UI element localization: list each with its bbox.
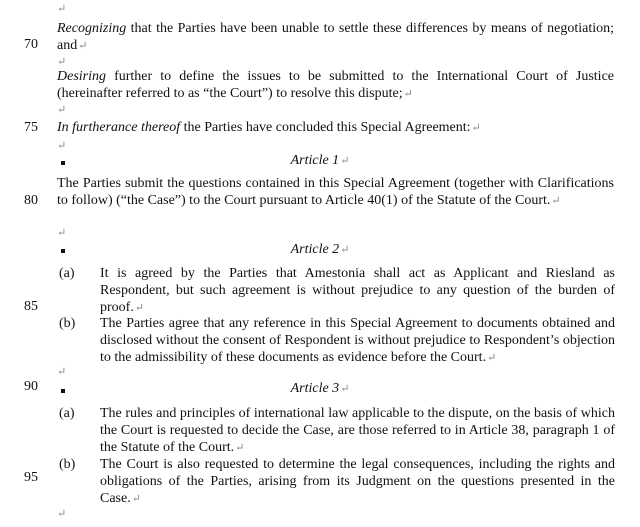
item-label: (a) (59, 406, 75, 421)
paragraph-lead: Desiring (57, 69, 106, 84)
paragraph-mark-icon: ↵ (57, 140, 67, 152)
paragraph-mark-icon: ↵ (403, 88, 413, 100)
paragraph-mark-icon: ↵ (78, 40, 88, 52)
paragraph-furtherance (57, 119, 614, 137)
article-heading: Article 2↵ (290, 242, 350, 257)
paragraph-lead: In furtherance thereof (57, 120, 181, 135)
paragraph-lead: Recognizing (57, 21, 127, 36)
article-3-item-b: The Court is also requested to determine the legal consequences, including the rights and obligations of the Parties, arising from its Judgment on the questions presented in the Case.↵ (100, 457, 615, 506)
article-2-item-b: The Parties agree that any reference in this Special Agreement to documents obtained and disclosed without the consent of Respondent is without prejudice to Respondent’s objection to the admissibility of these documents as evidence before the Court.↵ (100, 316, 615, 365)
paragraph-mark-icon: ↵ (57, 227, 67, 239)
paragraph-text: further to define the issues to be submitted to the International Court of Justice (hereinafter referred to as “the Court”) to resolve this dispute; (57, 69, 614, 101)
paragraph-text: that the Parties have been unable to settle these differences by means of negotiation; and (57, 21, 614, 53)
line-number: 95 (24, 470, 38, 485)
article-3-item-a: The rules and principles of international law applicable to the dispute, on the basis of which the Court is requested to decide the Case, are those referred to in Article 38, paragraph 1 of the Statute of the Court.↵ (100, 406, 615, 455)
paragraph-mark-icon: ↵ (57, 104, 67, 116)
paragraph-recognizing (57, 20, 614, 55)
item-label: (b) (59, 457, 76, 472)
item-label: (b) (59, 316, 76, 331)
article-heading: Article 3↵ (290, 381, 350, 396)
article-1-text: The Parties submit the questions contained in this Special Agreement (together with Clarifications to follow) (“the Case”) to the Court pursuant to Article 40(1) of the Statute of the Court.↵ (57, 176, 614, 208)
line-number: 75 (24, 120, 38, 135)
line-number: 80 (24, 193, 38, 208)
paragraph-mark-icon: ↵ (57, 366, 67, 378)
paragraph-text: the Parties have concluded this Special Agreement: (180, 120, 471, 135)
paragraph-mark-icon: ↵ (57, 508, 67, 520)
paragraph-desiring (57, 68, 614, 103)
paragraph-mark-icon: ↵ (57, 56, 67, 68)
article-2-item-a: It is agreed by the Parties that Amestonia shall act as Applicant and Riesland as Respondent, but such agreement is without prejudice to any question of the burden of proof.↵ (100, 266, 615, 315)
paragraph-mark-icon: ↵ (57, 3, 67, 15)
article-heading: Article 1↵ (290, 153, 350, 168)
paragraph-mark-icon: ↵ (471, 122, 481, 134)
item-label: (a) (59, 266, 75, 281)
line-number: 90 (24, 379, 38, 394)
line-number: 70 (24, 37, 38, 52)
line-number: 85 (24, 299, 38, 314)
